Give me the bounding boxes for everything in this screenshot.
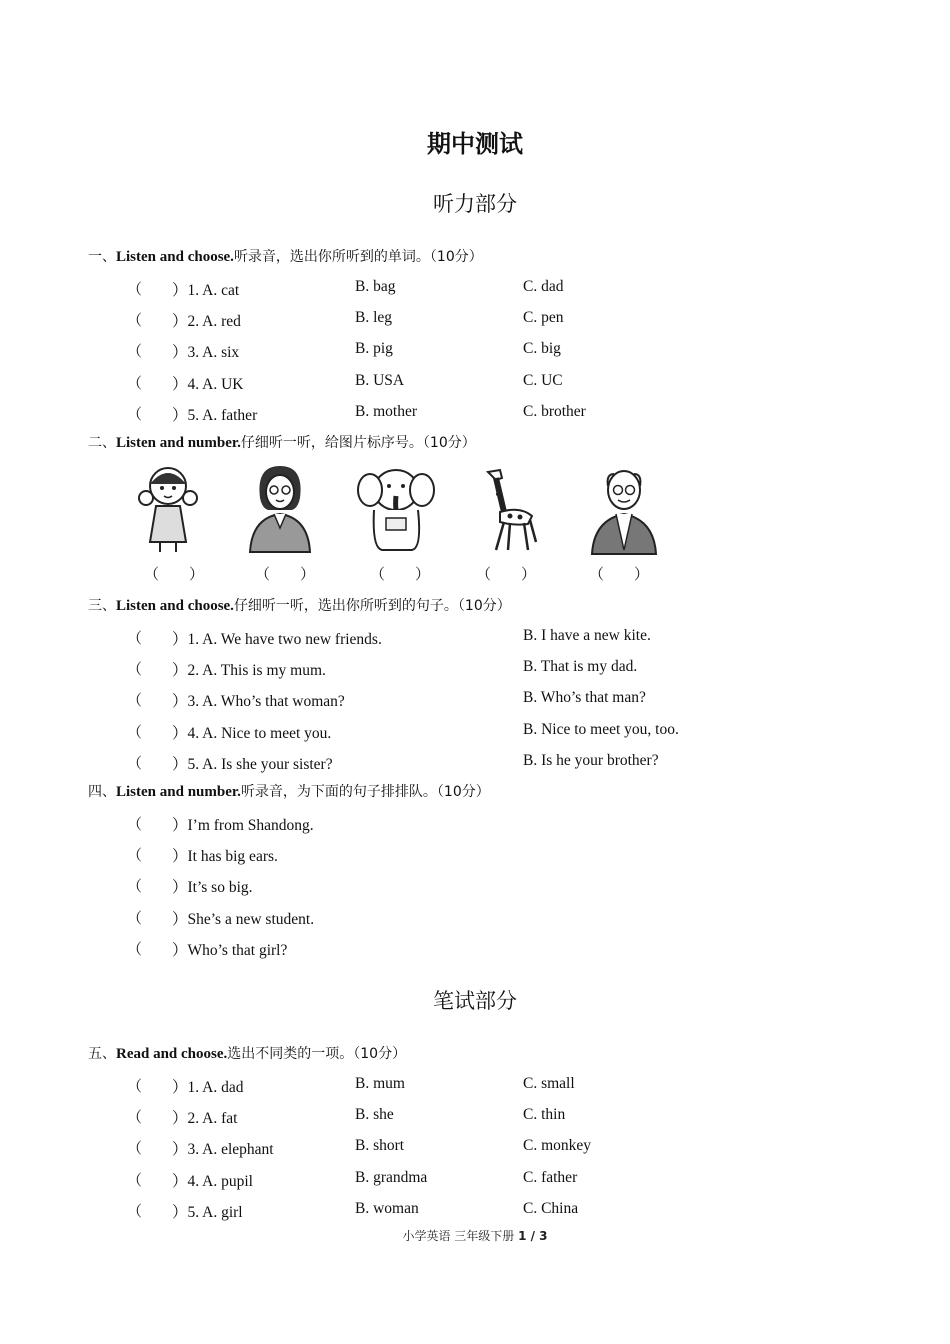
- section-number: 一、: [88, 249, 116, 265]
- answer-blank[interactable]: （: [127, 910, 143, 927]
- answer-blank[interactable]: （: [127, 344, 143, 361]
- page-footer: [0, 1227, 950, 1244]
- section-cn: 仔细听一听，选出你所听到的句子。（10分）: [233, 598, 511, 614]
- option-c: C. father: [523, 1168, 578, 1186]
- section-en: Read and choose.: [116, 1046, 228, 1062]
- girl-icon: [128, 458, 208, 554]
- option-b: B. pig: [355, 340, 393, 358]
- grandpa-icon: [584, 460, 664, 556]
- answer-blank[interactable]: （: [127, 1172, 143, 1189]
- option-c: C. thin: [523, 1106, 566, 1124]
- section-en: Listen and number.: [116, 435, 241, 451]
- option-b: B. Who’s that man?: [523, 689, 646, 707]
- answer-blank[interactable]: （: [127, 755, 143, 772]
- answer-blank[interactable]: （: [127, 662, 143, 679]
- question-text: ）It’s so big.: [172, 879, 253, 897]
- option-b: B. grandma: [355, 1168, 428, 1186]
- answer-blank[interactable]: （: [127, 1203, 143, 1220]
- section-4-heading: [88, 781, 490, 801]
- option-a: ）5. A. girl: [172, 1203, 243, 1221]
- answer-blank[interactable]: （: [127, 817, 143, 833]
- option-a: ）1. A. dad: [172, 1079, 244, 1096]
- section-cn: 仔细听一听，给图片标序号。（10分）: [240, 435, 476, 451]
- option-a: ）4. A. UK: [172, 375, 244, 393]
- section-cn: 选出不同类的一项。（10分）: [227, 1046, 407, 1062]
- option-a: ）2. A. fat: [172, 1110, 238, 1128]
- section-5-heading: [88, 1043, 406, 1063]
- answer-blank[interactable]: （: [127, 879, 143, 896]
- section-cn: 听录音，选出你所听到的单词。（10分）: [233, 249, 483, 265]
- answer-blank[interactable]: （: [127, 1141, 143, 1158]
- question-text: ）It has big ears.: [172, 848, 278, 866]
- option-b: B. I have a new kite.: [523, 627, 651, 644]
- answer-blank[interactable]: （: [127, 1079, 143, 1095]
- writing-heading: 笔试部分: [433, 989, 517, 1013]
- option-c: C. UC: [523, 371, 563, 389]
- woman-icon: [240, 458, 320, 554]
- option-a: ）5. A. Is she your sister?: [172, 755, 333, 773]
- option-b: B. leg: [355, 309, 393, 327]
- option-a: ）4. A. Nice to meet you.: [172, 724, 332, 742]
- option-b: B. she: [355, 1106, 394, 1124]
- listening-heading: 听力部分: [433, 192, 517, 216]
- option-a: ）3. A. six: [172, 344, 240, 362]
- giraffe-icon: [470, 460, 550, 556]
- option-b: B. woman: [355, 1199, 419, 1217]
- section-en: Listen and number.: [116, 784, 241, 800]
- answer-blank[interactable]: （: [127, 375, 143, 392]
- option-b: B. mother: [355, 402, 417, 420]
- option-a: ）1. A. cat: [172, 282, 240, 299]
- section-en: Listen and choose.: [116, 598, 234, 614]
- answer-blank[interactable]: （: [127, 693, 143, 710]
- elephant-icon: [356, 460, 436, 556]
- option-c: C. dad: [523, 278, 564, 295]
- option-b: B. Nice to meet you, too.: [523, 720, 679, 738]
- section-number: 四、: [88, 784, 116, 800]
- picture-5-blank[interactable]: （ ）: [589, 567, 650, 583]
- option-a: ）1. A. We have two new friends.: [172, 631, 382, 648]
- option-b: B. Is he your brother?: [523, 751, 659, 769]
- option-b: B. That is my dad.: [523, 658, 638, 676]
- option-c: C. pen: [523, 309, 564, 327]
- section-en: Listen and choose.: [116, 249, 234, 265]
- picture-1-blank[interactable]: （ ）: [144, 567, 205, 583]
- section-3-heading: [88, 595, 511, 615]
- section-number: 三、: [88, 598, 116, 614]
- picture-3-blank[interactable]: （ ）: [370, 567, 431, 583]
- page-number: 1 / 3: [518, 1229, 548, 1243]
- picture-4-blank[interactable]: （ ）: [476, 567, 537, 583]
- option-c: C. brother: [523, 402, 586, 420]
- option-a: ）3. A. Who’s that woman?: [172, 693, 345, 711]
- option-a: ）2. A. red: [172, 313, 241, 331]
- answer-blank[interactable]: （: [127, 848, 143, 865]
- section-number: 五、: [88, 1046, 116, 1062]
- option-c: C. big: [523, 340, 561, 358]
- option-a: ）2. A. This is my mum.: [172, 662, 326, 680]
- answer-blank[interactable]: （: [127, 724, 143, 741]
- option-a: ）4. A. pupil: [172, 1172, 253, 1190]
- option-a: ）5. A. father: [172, 406, 258, 424]
- answer-blank[interactable]: （: [127, 631, 143, 647]
- option-c: C. China: [523, 1199, 579, 1217]
- question-text: ）I’m from Shandong.: [172, 817, 314, 834]
- section-2-heading: [88, 432, 476, 452]
- answer-blank[interactable]: （: [127, 282, 143, 298]
- answer-blank[interactable]: （: [127, 406, 143, 423]
- option-b: B. short: [355, 1137, 405, 1155]
- question-text: ）Who’s that girl?: [172, 941, 288, 959]
- answer-blank[interactable]: （: [127, 313, 143, 330]
- option-a: ）3. A. elephant: [172, 1141, 274, 1159]
- footer-text: 小学英语 三年级下册: [402, 1229, 519, 1243]
- picture-2-blank[interactable]: （ ）: [255, 567, 316, 583]
- question-text: ）She’s a new student.: [172, 910, 315, 928]
- section-number: 二、: [88, 435, 116, 451]
- option-b: B. bag: [355, 278, 396, 295]
- answer-blank[interactable]: （: [127, 941, 143, 958]
- option-c: C. small: [523, 1075, 575, 1092]
- option-b: B. mum: [355, 1075, 405, 1092]
- page-title: 期中测试: [427, 130, 523, 158]
- option-c: C. monkey: [523, 1137, 592, 1155]
- section-1-heading: [88, 246, 483, 266]
- answer-blank[interactable]: （: [127, 1110, 143, 1127]
- option-b: B. USA: [355, 371, 405, 389]
- section-cn: 听录音，为下面的句子排排队。（10分）: [240, 784, 490, 800]
